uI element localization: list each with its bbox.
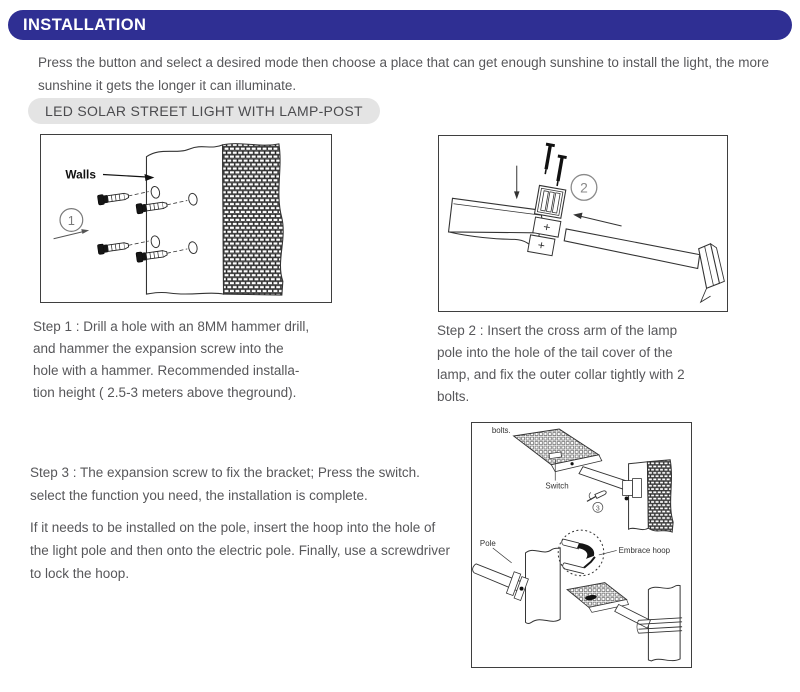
bottom-light-assembly <box>567 583 682 661</box>
step3-line: Step 3 : The expansion screw to fix the bracket; Press the switch. <box>30 465 420 480</box>
wall-anchor-diagram <box>41 135 331 302</box>
wall-drawing <box>146 144 283 295</box>
subtitle-label: LED SOLAR STREET LIGHT WITH LAMP-POST <box>45 103 363 119</box>
step-number-3-badge <box>593 502 603 512</box>
cross-arm-diagram <box>439 136 727 311</box>
step2-text <box>437 320 685 408</box>
step3-paragraph-1 <box>30 461 450 507</box>
lamp-pole-drawing <box>564 229 724 302</box>
insert-arrow <box>573 213 621 226</box>
figure-step1-wall-anchors <box>40 134 332 303</box>
figure-step3-pole-installation <box>471 422 692 668</box>
switch-label: Switch <box>545 481 569 491</box>
left-pole-assembly <box>473 548 561 623</box>
top-wall-drawing <box>623 460 674 532</box>
step1-line: tion height ( 2.5-3 meters above theground). <box>33 385 297 400</box>
intro-line: Press the button and select a desired mode then choose a place that can get enough sunshine to install the light, the more <box>38 55 769 70</box>
intro-line: sunshine it gets the longer it can illuminate. <box>38 78 297 93</box>
screwdriver-icon <box>587 491 606 502</box>
embrace-hoop-detail <box>558 530 604 576</box>
pole-label: Pole <box>479 538 496 548</box>
step-number-1: 1 <box>67 212 75 228</box>
step3-paragraph-2 <box>30 516 450 585</box>
bolts-label: bolts. <box>491 426 511 436</box>
step2-line: lamp, and fix the outer collar tightly with 2 <box>437 367 685 382</box>
intro-paragraph <box>38 51 769 97</box>
walls-callout <box>65 167 154 181</box>
down-arrow <box>514 166 520 200</box>
step2-line: pole into the hole of the tail cover of the <box>437 345 673 360</box>
subtitle-pill <box>28 98 380 124</box>
top-light-assembly <box>514 429 635 492</box>
step3-line: to lock the hoop. <box>30 566 130 581</box>
embrace-hoop-label: Embrace hoop <box>618 545 671 555</box>
step2-line: Step 2 : Insert the cross arm of the lamp <box>437 323 678 338</box>
figure-step2-cross-arm <box>438 135 728 312</box>
section-header <box>8 10 792 40</box>
step1-line: and hammer the expansion screw into the <box>33 341 284 356</box>
step3-line: select the function you need, the installation is complete. <box>30 488 368 503</box>
step3-line: If it needs to be installed on the pole, insert the hoop into the hole of <box>30 520 436 535</box>
step1-line: hole with a hammer. Recommended installa- <box>33 363 300 378</box>
step-number-3: 3 <box>595 505 600 513</box>
step-number-2-badge <box>571 175 597 201</box>
step3-text <box>30 461 450 585</box>
walls-label: Walls <box>65 167 96 182</box>
step1-line: Step 1 : Drill a hole with an 8MM hammer drill, <box>33 319 310 334</box>
step1-text <box>33 316 309 404</box>
embrace-hoop-callout <box>599 546 671 555</box>
page-title: INSTALLATION <box>23 15 147 34</box>
step-number-1-badge <box>54 209 90 239</box>
step3-line: the light pole and then onto the electric pole. Finally, use a screwdriver <box>30 543 450 558</box>
pole-callout <box>480 539 512 563</box>
fixing-bolts <box>541 144 567 187</box>
step-number-2: 2 <box>580 179 588 196</box>
step2-line: bolts. <box>437 389 470 404</box>
pole-installation-diagram <box>472 423 691 667</box>
